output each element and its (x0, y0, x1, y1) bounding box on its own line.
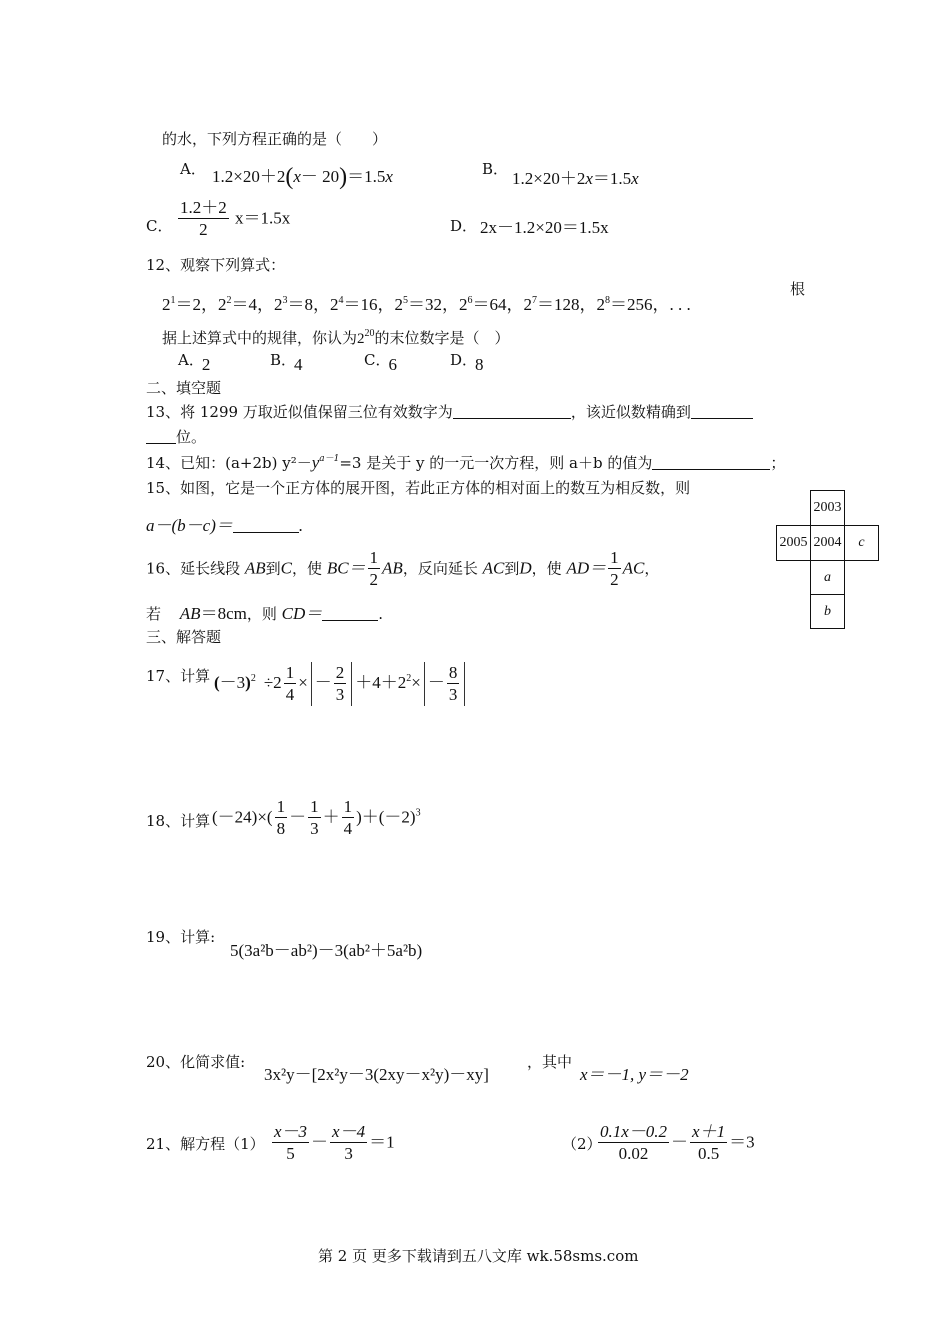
q17-title: 17、计算 (146, 667, 211, 685)
q11-option-c-expr: $\frac{1.2+2}{2}$ x＝1.5x (180, 198, 291, 239)
q17-fraction-1: $\frac{2}{3}$ (335, 662, 345, 704)
q20-title: 20、化简求值: (146, 1053, 246, 1071)
q11-option-b-expr: 1.2×20＋2x＝1.5x (512, 169, 639, 188)
q11-option-c-label: C． (146, 217, 173, 235)
q21-title: 21、解方程（1） (146, 1135, 265, 1153)
q20-condition: x＝－1, y＝－2 (580, 1065, 689, 1084)
q12-option-c: C．6 (364, 351, 397, 374)
q11-c-fraction: $\frac{1.2+2}{2}$ (180, 198, 227, 239)
q12-question: 据上述算式中的规律，你认为$2^{20}$的末位数字是（ ） (162, 328, 510, 347)
cube-cell-top: 2003 (810, 490, 845, 526)
q13-line1: 13、将 1299 万取近似值保留三位有效数字为 ，该近似数精确到 (146, 401, 753, 422)
q13-blank-2b[interactable] (146, 429, 176, 444)
q15-expr: a－(b－c)＝ . (146, 516, 304, 535)
cube-cell-left: 2005 (776, 525, 811, 561)
q13-blank-1[interactable] (453, 404, 571, 419)
q18-title: 18、计算 (146, 812, 211, 830)
q12-series-term: ，$2^2=4$ (201, 295, 257, 314)
q11-option-b-label: B． (482, 160, 509, 178)
q17-fraction-2: $\frac{8}{3}$ (448, 662, 458, 704)
q21-part2-label: （2） (562, 1135, 602, 1153)
q11-option-d-expr: 2x－1.2×20＝1.5x (480, 218, 609, 237)
q20-qizhong: ，其中 (527, 1053, 573, 1071)
cube-cell-center: 2004 (810, 525, 845, 561)
q12-series-term: ，$2^7=128$ (506, 295, 580, 314)
q12-series-term: ，$2^5=32$ (377, 295, 442, 314)
q12-series-term: $2^1=2$ (162, 295, 201, 314)
q12-option-b: B．4 (270, 351, 303, 374)
q12-power-series: $2^1=2$，$2^2=4$，$2^3=8$，$2^4=16$，$2^5=32$，$2^6=64$，$2^7=128$，$2^8=256$，. . . (162, 295, 691, 314)
q17-mixed-fraction: $\frac{1}{4}$ (285, 662, 295, 704)
q16-half-1: $\frac{1}{2}$ (369, 548, 379, 589)
q14: 14、已知：(a+2b) $y^2-y^{a-1}=3$ 是关于 y 的一元一次方程，则 a＋b 的值为 ； (146, 453, 786, 472)
q13-blank-2a[interactable] (691, 404, 753, 419)
q12-option-d: D．8 (450, 351, 484, 374)
q20-expr: 3x²y－[2x²y－3(2xy－x²y)－xy] (264, 1065, 489, 1084)
section-solve-heading: 三、解答题 (146, 628, 222, 646)
q14-blank[interactable] (652, 455, 770, 470)
page-footer: 第 2 页 更多下载请到五八文库 wk.58sms.com (318, 1247, 639, 1265)
q11-option-a-label: A． (180, 160, 206, 178)
q12-series-term: ，$2^8=256$ (579, 295, 653, 314)
q12-title: 12、观察下列算式： (146, 256, 286, 274)
cube-cell-b: b (810, 594, 845, 629)
q11-option-d-label: D． (450, 217, 478, 235)
q21-equation-1: $\frac{x-3}{5}$ － $\frac{x-4}{3}$ ＝1 (274, 1122, 395, 1163)
q15-blank[interactable] (233, 518, 299, 533)
q11-option-a-expr: 1.2×20＋2(x－ 20)＝1.5x (212, 164, 393, 190)
q16-blank[interactable] (322, 606, 378, 621)
q12-gen-char: 根 (790, 280, 806, 298)
q16-half-2: $\frac{1}{2}$ (610, 548, 619, 589)
q21-equation-2: $\frac{0.1x-0.2}{0.02}$ － $\frac{x+1}{0.5}$ ＝3 (600, 1122, 755, 1163)
cube-cell-right: c (844, 525, 879, 561)
q19-expr: 5(3a²b－ab²)－3(ab²＋5a²b) (230, 941, 423, 960)
cube-cell-a: a (810, 560, 845, 595)
q18-expr: (－24)×( $\frac{1}{8}$ － $\frac{1}{3}$ ＋ $\frac{1}{4}$ )$+(-2)^3$ (212, 797, 421, 838)
q12-option-a: A．2 (178, 351, 211, 374)
q19-title: 19、计算: (146, 928, 216, 946)
q11-continuation: 的水，下列方程正确的是（ ） (162, 130, 388, 148)
q16-line2: 若 AB＝8cm，则 CD＝ . (146, 604, 384, 623)
q12-series-term: ，$2^3=8$ (257, 295, 313, 314)
q17-expr: $(-3)^2 \div 2$ $\frac{1}{4}$ × － $\frac{2}{3}$ $+4+2^2\times$ － $\frac{8}{3}$ (214, 662, 468, 706)
section-fill-blank-heading: 二、填空题 (146, 379, 222, 397)
q12-series-term: ，$2^6=64$ (442, 295, 507, 314)
q15-text: 15、如图，它是一个正方体的展开图，若此正方体的相对面上的数互为相反数，则 (146, 479, 691, 497)
q13-line2: 位。 (146, 426, 206, 447)
q12-series-term: ，$2^4=16$ (313, 295, 378, 314)
q16-line1: 16、延长线段 AB到C，使 BC＝ $\frac{1}{2}$ AB，反向延长 AC到D，使 AD＝ $\frac{1}{2}$ AC， (146, 548, 660, 589)
